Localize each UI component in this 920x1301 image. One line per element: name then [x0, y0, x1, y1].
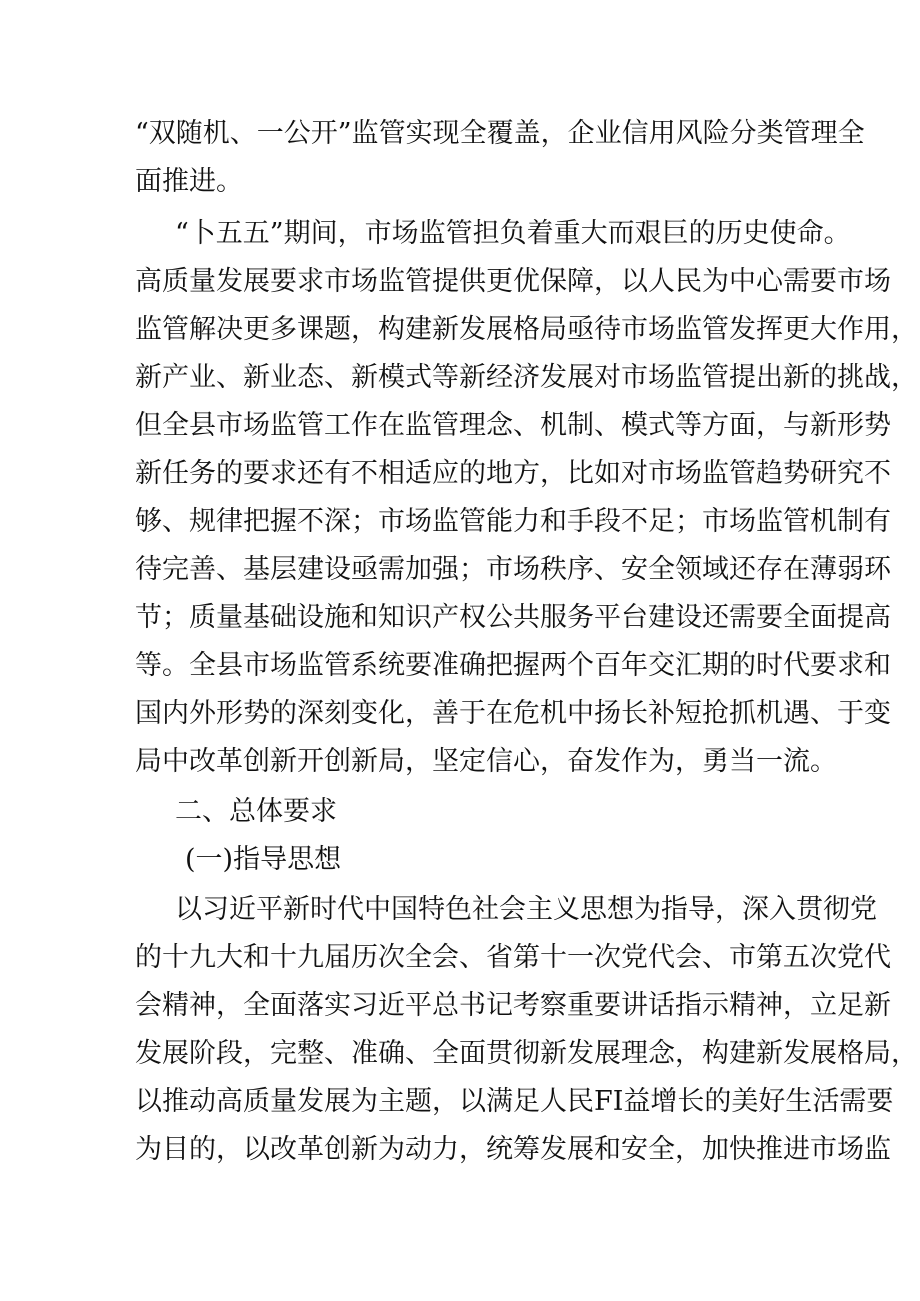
text-line: 面推进。 — [135, 166, 243, 197]
text-line: 新产业、新业态、新模式等新经济发展对市场监管提出新的挑战， — [135, 362, 918, 393]
text-line: 监管解决更多课题，构建新发展格局亟待市场监管发挥更大作用， — [135, 314, 918, 345]
text-line: 节；质量基础设施和知识产权公共服务平台建设还需要全面提高 — [135, 602, 891, 633]
text-line: 国内外形势的深刻变化，善于在危机中扬长补短抢抓机遇、于变 — [135, 698, 891, 729]
text-line: 但全县市场监管工作在监管理念、机制、模式等方面，与新形势 — [135, 410, 891, 441]
text-line: 为目的，以改革创新为动力，统筹发展和安全，加快推进市场监 — [135, 1134, 891, 1165]
text-line: 够、规律把握不深；市场监管能力和手段不足；市场监管机制有 — [135, 506, 891, 537]
text-line: 等。全县市场监管系统要准确把握两个百年交汇期的时代要求和 — [135, 650, 891, 681]
text-line: 新任务的要求还有不相适应的地方，比如对市场监管趋势研究不 — [135, 458, 891, 489]
text-line: 以推动高质量发展为主题，以满足人民FI益增长的美好生活需要 — [135, 1086, 894, 1117]
text-line: 局中改革创新开创新局，坚定信心，奋发作为，勇当一流。 — [135, 746, 837, 777]
text-line: “双随机、一公开”监管实现全覆盖，企业信用风险分类管理全 — [135, 118, 865, 149]
text-line: 待完善、基层建设亟需加强；市场秩序、安全领域还存在薄弱环 — [135, 554, 891, 585]
text-line: 高质量发展要求市场监管提供更优保障，以人民为中心需要市场 — [135, 266, 891, 297]
text-line: 以习近平新时代中国特色社会主义思想为指导，深入贯彻党 — [175, 894, 877, 925]
text-line: 发展阶段，完整、准确、全面贯彻新发展理念，构建新发展格局， — [135, 1038, 918, 1069]
section-heading: 二、总体要求 — [175, 796, 337, 827]
text-line: “卜五五”期间，市场监管担负着重大而艰巨的历史使命。 — [175, 218, 851, 249]
text-line: 会精神，全面落实习近平总书记考察重要讲话指示精神，立足新 — [135, 990, 891, 1021]
text-line: 的十九大和十九届历次全会、省第十一次党代会、市第五次党代 — [135, 942, 891, 973]
subsection-heading: (一)指导思想 — [185, 844, 342, 875]
